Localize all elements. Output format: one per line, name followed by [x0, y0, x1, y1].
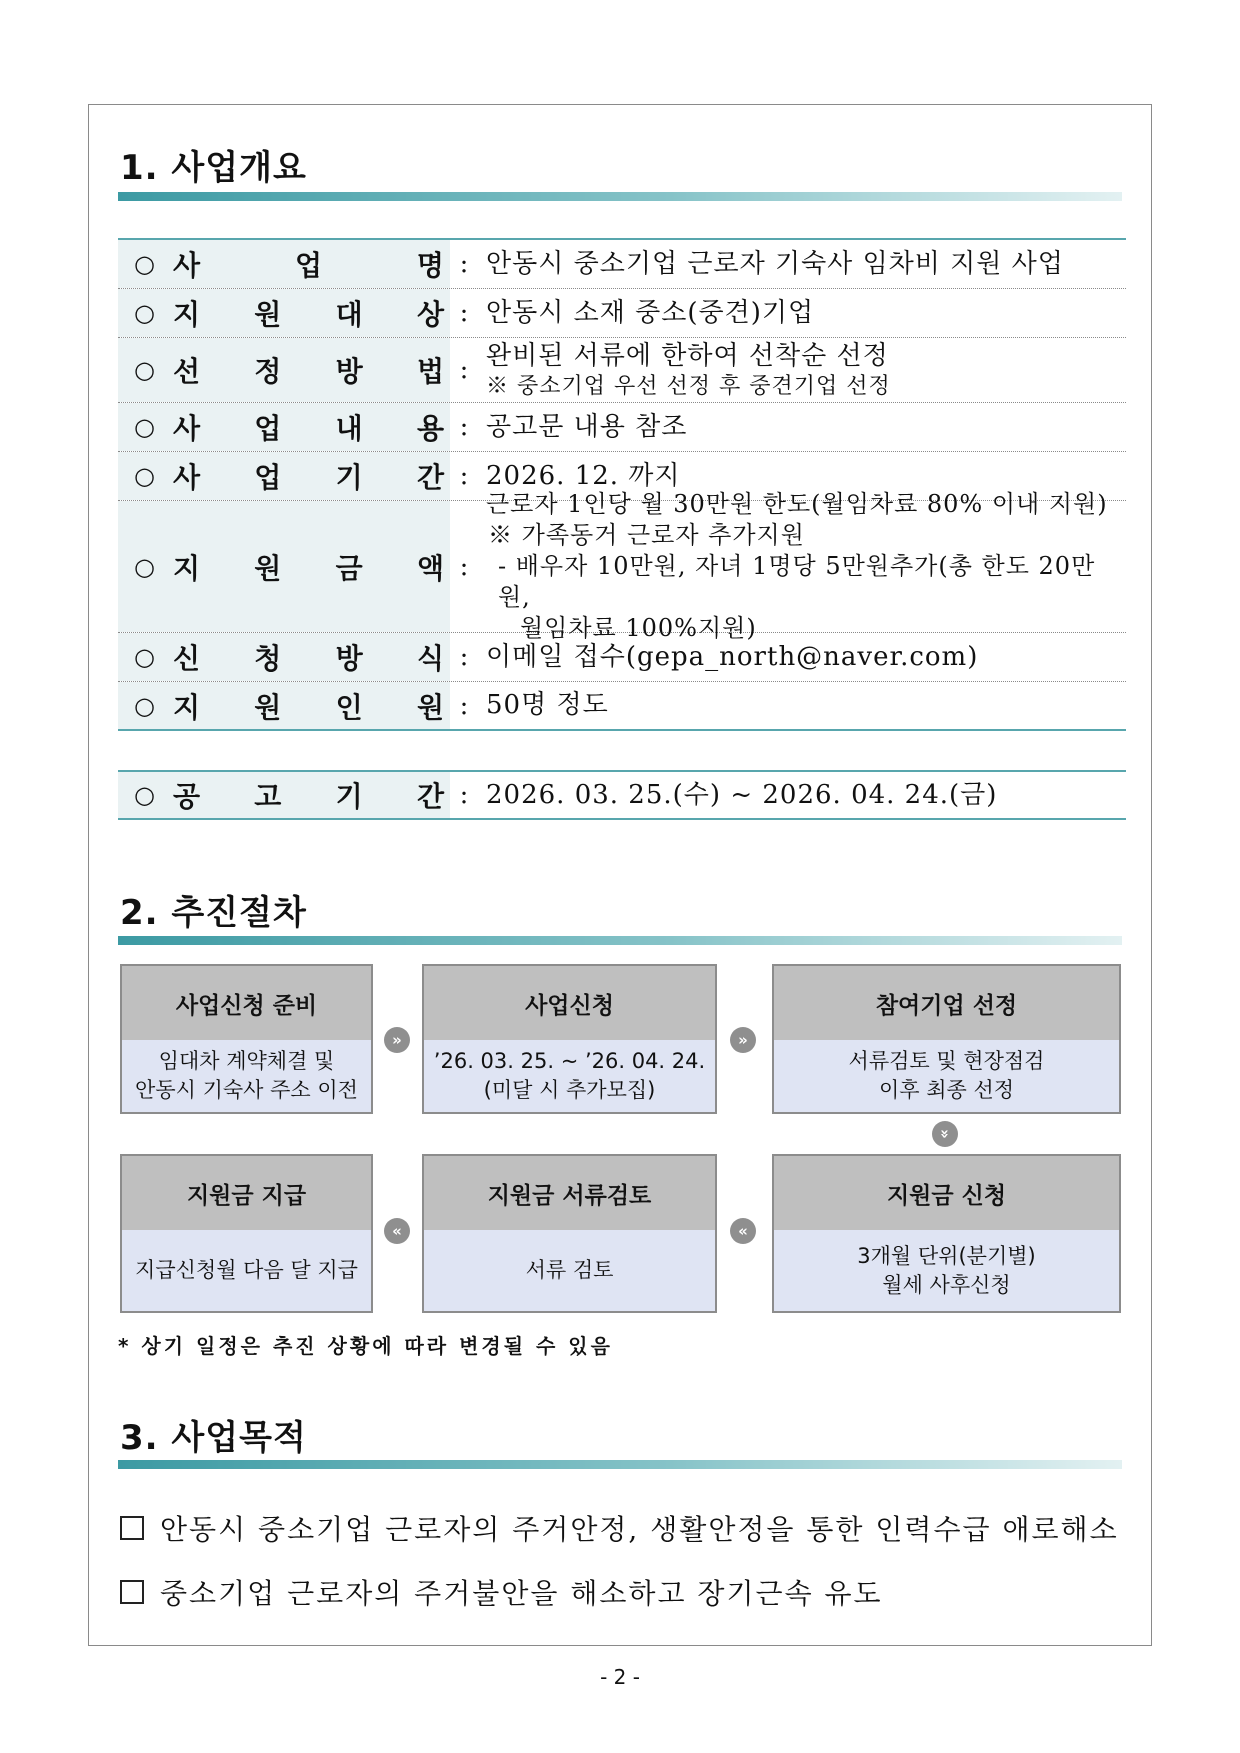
- overview-value: 안동시 소재 중소(중견)기업: [486, 297, 815, 328]
- overview-row-amount: ○ 지 원 금 액 : 근로자 1인당 월 30만원 한도(월임차료 80% 이내 지원) ※ 가족동거 근로자 추가지원 - 배우자 10만원, 자녀 1명당 5만원추가(총 한도 20만원, 월임차료 100%지원): [118, 501, 1126, 633]
- overview-value: 안동시 중소기업 근로자 기숙사 임차비 지원 사업: [486, 248, 1064, 279]
- overview-row-name: ○ 사 업 명 : 안동시 중소기업 근로자 기숙사 임차비 지원 사업: [118, 240, 1126, 289]
- overview-row-count: ○ 지 원 인 원 : 50명 정도: [118, 682, 1126, 731]
- purpose-item: 안동시 중소기업 근로자의 주거안정, 생활안정을 통한 인력수급 애로해소: [120, 1508, 1119, 1548]
- section-1-title: 1. 사업개요: [120, 148, 307, 188]
- arrow-right-icon: »: [730, 1027, 756, 1053]
- overview-value: 이메일 접수(gepa_north@naver.com): [486, 641, 979, 672]
- overview-value: 완비된 서류에 한하여 선착순 선정 ※ 중소기업 우선 선정 후 중견기업 선정: [486, 340, 891, 399]
- section-2-bar: [118, 936, 1122, 945]
- schedule-note: * 상기 일정은 추진 상황에 따라 변경될 수 있음: [118, 1334, 613, 1358]
- overview-row-target: ○ 지 원 대 상 : 안동시 소재 중소(중견)기업: [118, 289, 1126, 338]
- overview-table: [118, 238, 1126, 731]
- arrow-left-icon: «: [384, 1218, 410, 1244]
- overview-row-announce: ○ 공 고 기 간 : 2026. 03. 25.(수) ~ 2026. 04. 24.(금): [118, 772, 1126, 820]
- process-step-review: 지원금 서류검토 서류 검토: [422, 1154, 717, 1313]
- overview-value: 2026. 12. 까지: [486, 460, 681, 491]
- overview-row-content: ○ 사 업 내 용 : 공고문 내용 참조: [118, 403, 1126, 452]
- section-2-title: 2. 추진절차: [120, 893, 307, 933]
- overview-value: 공고문 내용 참조: [486, 411, 688, 442]
- overview-row-method: ○ 선 정 방 법 : 완비된 서류에 한하여 선착순 선정 ※ 중소기업 우선 선정 후 중견기업 선정: [118, 338, 1126, 403]
- purpose-item: 중소기업 근로자의 주거불안을 해소하고 장기근속 유도: [120, 1572, 883, 1612]
- section-3-title: 3. 사업목적: [120, 1418, 307, 1458]
- overview-value: 50명 정도: [486, 690, 609, 720]
- process-step-request: 지원금 신청 3개월 단위(분기별) 월세 사후신청: [772, 1154, 1121, 1313]
- overview-value: 2026. 03. 25.(수) ~ 2026. 04. 24.(금): [486, 779, 998, 810]
- checkbox-icon: [120, 1580, 144, 1604]
- process-step-prepare: 사업신청 준비 임대차 계약체결 및 안동시 기숙사 주소 이전: [120, 964, 373, 1114]
- announce-table: [118, 770, 1126, 820]
- arrow-down-icon: »: [932, 1121, 958, 1147]
- overview-row-period: ○ 사 업 기 간 : 2026. 12. 까지: [118, 452, 1126, 501]
- arrow-left-icon: «: [730, 1218, 756, 1244]
- section-3-bar: [118, 1460, 1122, 1469]
- process-step-select: 참여기업 선정 서류검토 및 현장점검 이후 최종 선정: [772, 964, 1121, 1114]
- checkbox-icon: [120, 1516, 144, 1540]
- process-step-apply: 사업신청 ’26. 03. 25. ~ ’26. 04. 24. (미달 시 추가모집): [422, 964, 717, 1114]
- arrow-right-icon: »: [384, 1027, 410, 1053]
- overview-value: 근로자 1인당 월 30만원 한도(월임차료 80% 이내 지원) ※ 가족동거 근로자 추가지원 - 배우자 10만원, 자녀 1명당 5만원추가(총 한도 20만원, 월임차료 100%지원): [486, 490, 1108, 642]
- overview-row-apply: ○ 신 청 방 식 : 이메일 접수(gepa_north@naver.com): [118, 633, 1126, 682]
- section-1-bar: [118, 192, 1122, 201]
- page-number: - 2 -: [600, 1665, 640, 1689]
- process-step-pay: 지원금 지급 지급신청월 다음 달 지급: [120, 1154, 373, 1313]
